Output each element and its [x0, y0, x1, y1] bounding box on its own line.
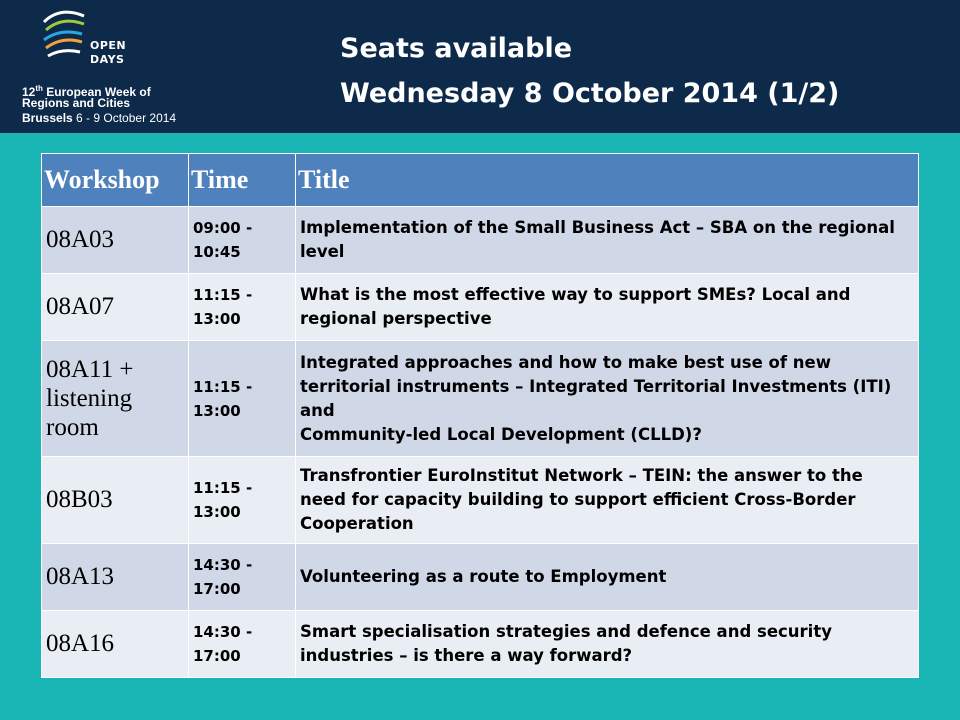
logo-word-open: OPEN	[90, 39, 127, 52]
time-cell: 14:30 - 17:00	[189, 611, 296, 678]
time-cell: 09:00 - 10:45	[189, 207, 296, 274]
time-cell: 11:15 - 13:00	[189, 274, 296, 341]
workshop-cell: 08B03	[42, 457, 189, 544]
title-cell	[296, 341, 919, 457]
time-cell: 11:15 - 13:00	[189, 341, 296, 457]
workshop-cell: 08A13	[42, 544, 189, 611]
title-cell: Transfrontier EuroInstitut Network – TEIN: the answer to the need for capacity building to support efficient Cross-Border Cooperation	[296, 457, 919, 544]
title-text: Integrated approaches and how to make best use of new territorial instruments – Integrated Territorial Investments (ITI) and	[300, 352, 892, 420]
workshop-cell: 08A11 + listening room	[42, 341, 189, 457]
swoosh-logo-icon	[40, 8, 90, 68]
workshop-cell: 08A03	[42, 207, 189, 274]
time-cell: 14:30 - 17:00	[189, 544, 296, 611]
title-cell: Smart specialisation strategies and defence and security industries – is there a way forward?	[296, 611, 919, 678]
table-row	[42, 611, 919, 678]
logo-word-days: DAYS	[90, 53, 125, 66]
logo-event-line2: Regions and Cities	[22, 96, 131, 110]
title-line-2: Wednesday 8 October 2014 (1/2)	[340, 78, 840, 109]
header-banner	[0, 0, 960, 133]
table-header-row	[42, 154, 919, 207]
workshop-cell: 08A07	[42, 274, 189, 341]
title-line-1: Seats available	[340, 33, 573, 64]
logo-event-line1: 12th European Week of	[22, 84, 151, 99]
table-row	[42, 457, 919, 544]
table-row	[42, 274, 919, 341]
title-cell: Volunteering as a route to Employment	[296, 544, 919, 611]
table-row	[42, 341, 919, 457]
table-row	[42, 207, 919, 274]
seats-table	[41, 153, 919, 678]
open-days-logo	[22, 8, 182, 128]
time-cell: 11:15 - 13:00	[189, 457, 296, 544]
title-cell: Implementation of the Small Business Act – SBA on the regional level	[296, 207, 919, 274]
table-row	[42, 544, 919, 611]
header-time: Time	[189, 154, 296, 207]
title-cell: What is the most effective way to support SMEs? Local and regional perspective	[296, 274, 919, 341]
logo-event-line3: Brussels 6 - 9 October 2014	[22, 111, 177, 125]
workshop-cell: 08A16	[42, 611, 189, 678]
page-title	[340, 26, 839, 116]
title-text-extra: Community-led Local Development (CLLD)?	[300, 424, 702, 444]
header-workshop: Workshop	[42, 154, 189, 207]
header-title: Title	[296, 154, 919, 207]
